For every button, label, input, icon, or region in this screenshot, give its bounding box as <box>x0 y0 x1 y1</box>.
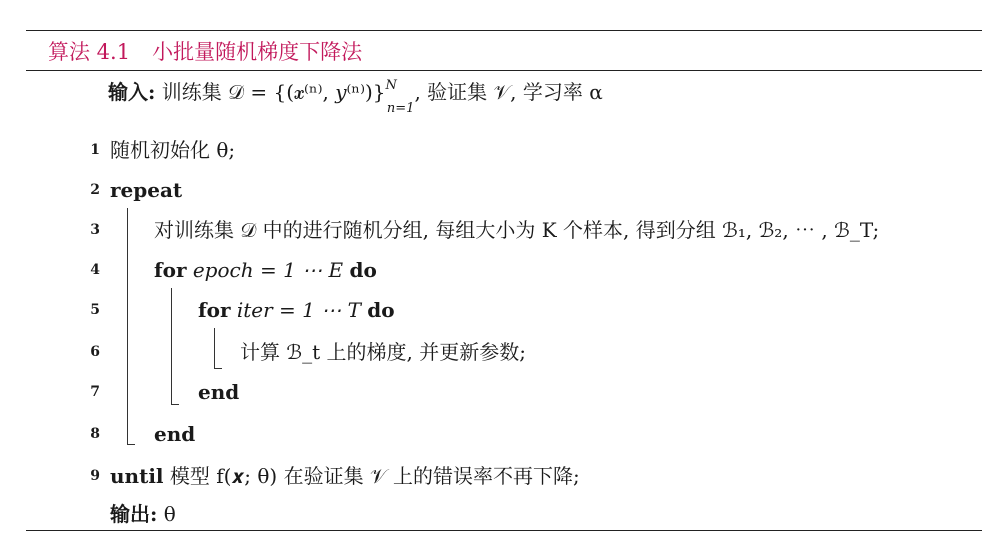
line-5-range: iter = 1 ⋯ T <box>230 298 368 322</box>
end-keyword: end <box>198 380 240 404</box>
line-number: 8 <box>90 426 100 442</box>
do-keyword: do <box>367 298 395 322</box>
line-number: 3 <box>90 222 100 238</box>
algorithm-caption <box>48 36 362 66</box>
epoch-block-tick <box>171 404 179 405</box>
do-keyword: do <box>349 258 377 282</box>
input-sub: n=1 <box>386 101 415 116</box>
line-number: 6 <box>90 344 100 360</box>
output-label: 输出: <box>110 502 158 526</box>
line-number: 2 <box>90 182 100 198</box>
algorithm-number: 算法 4.1 <box>48 40 131 64</box>
line-6-text: 计算 ℬ_t 上的梯度, 并更新参数; <box>240 340 526 364</box>
top-rule <box>26 30 982 31</box>
line-2 <box>110 178 182 202</box>
line-6 <box>240 340 526 364</box>
epoch-block-guide <box>171 288 172 404</box>
line-5 <box>198 298 395 322</box>
for-keyword: for <box>198 298 231 322</box>
line-number: 4 <box>90 262 100 278</box>
end-keyword: end <box>154 422 196 446</box>
output-text: θ <box>157 502 176 526</box>
input-label: 输入: <box>108 80 156 104</box>
caption-rule <box>26 70 982 71</box>
line-1 <box>110 138 235 162</box>
line-4-range: epoch = 1 ⋯ E <box>186 258 350 282</box>
line-3-text: 对训练集 𝒟 中的进行随机分组, 每组大小为 K 个样本, 得到分组 ℬ₁, ℬ₂, ⋯ , ℬ_T; <box>154 218 880 242</box>
line-number: 5 <box>90 302 100 318</box>
line-8 <box>154 422 195 446</box>
iter-block-guide <box>214 328 215 368</box>
output-line <box>110 502 176 526</box>
input-line <box>108 78 603 116</box>
repeat-keyword: repeat <box>110 178 183 202</box>
input-text: 训练集 𝒟 = {(𝒙⁽ⁿ⁾, 𝑦⁽ⁿ⁾)} <box>155 80 386 104</box>
line-3 <box>154 218 879 242</box>
line-7 <box>198 380 239 404</box>
until-keyword: until <box>110 464 164 488</box>
input-sup: N <box>385 78 397 94</box>
algorithm-title: 小批量随机梯度下降法 <box>152 40 363 64</box>
line-9-text: 模型 f(𝒙; θ) 在验证集 𝒱 上的错误率不再下降; <box>163 464 580 488</box>
iter-block-tick <box>214 368 222 369</box>
line-number: 7 <box>90 384 100 400</box>
line-number: 9 <box>90 468 100 484</box>
input-rest: , 验证集 𝒱, 学习率 α <box>414 80 603 104</box>
line-4 <box>154 258 377 282</box>
line-number: 1 <box>90 142 100 158</box>
repeat-block-guide <box>127 208 128 444</box>
line-9 <box>110 464 580 488</box>
for-keyword: for <box>154 258 187 282</box>
bottom-rule <box>26 530 982 531</box>
repeat-block-tick <box>127 444 135 445</box>
line-1-text: 随机初始化 θ; <box>110 138 236 162</box>
